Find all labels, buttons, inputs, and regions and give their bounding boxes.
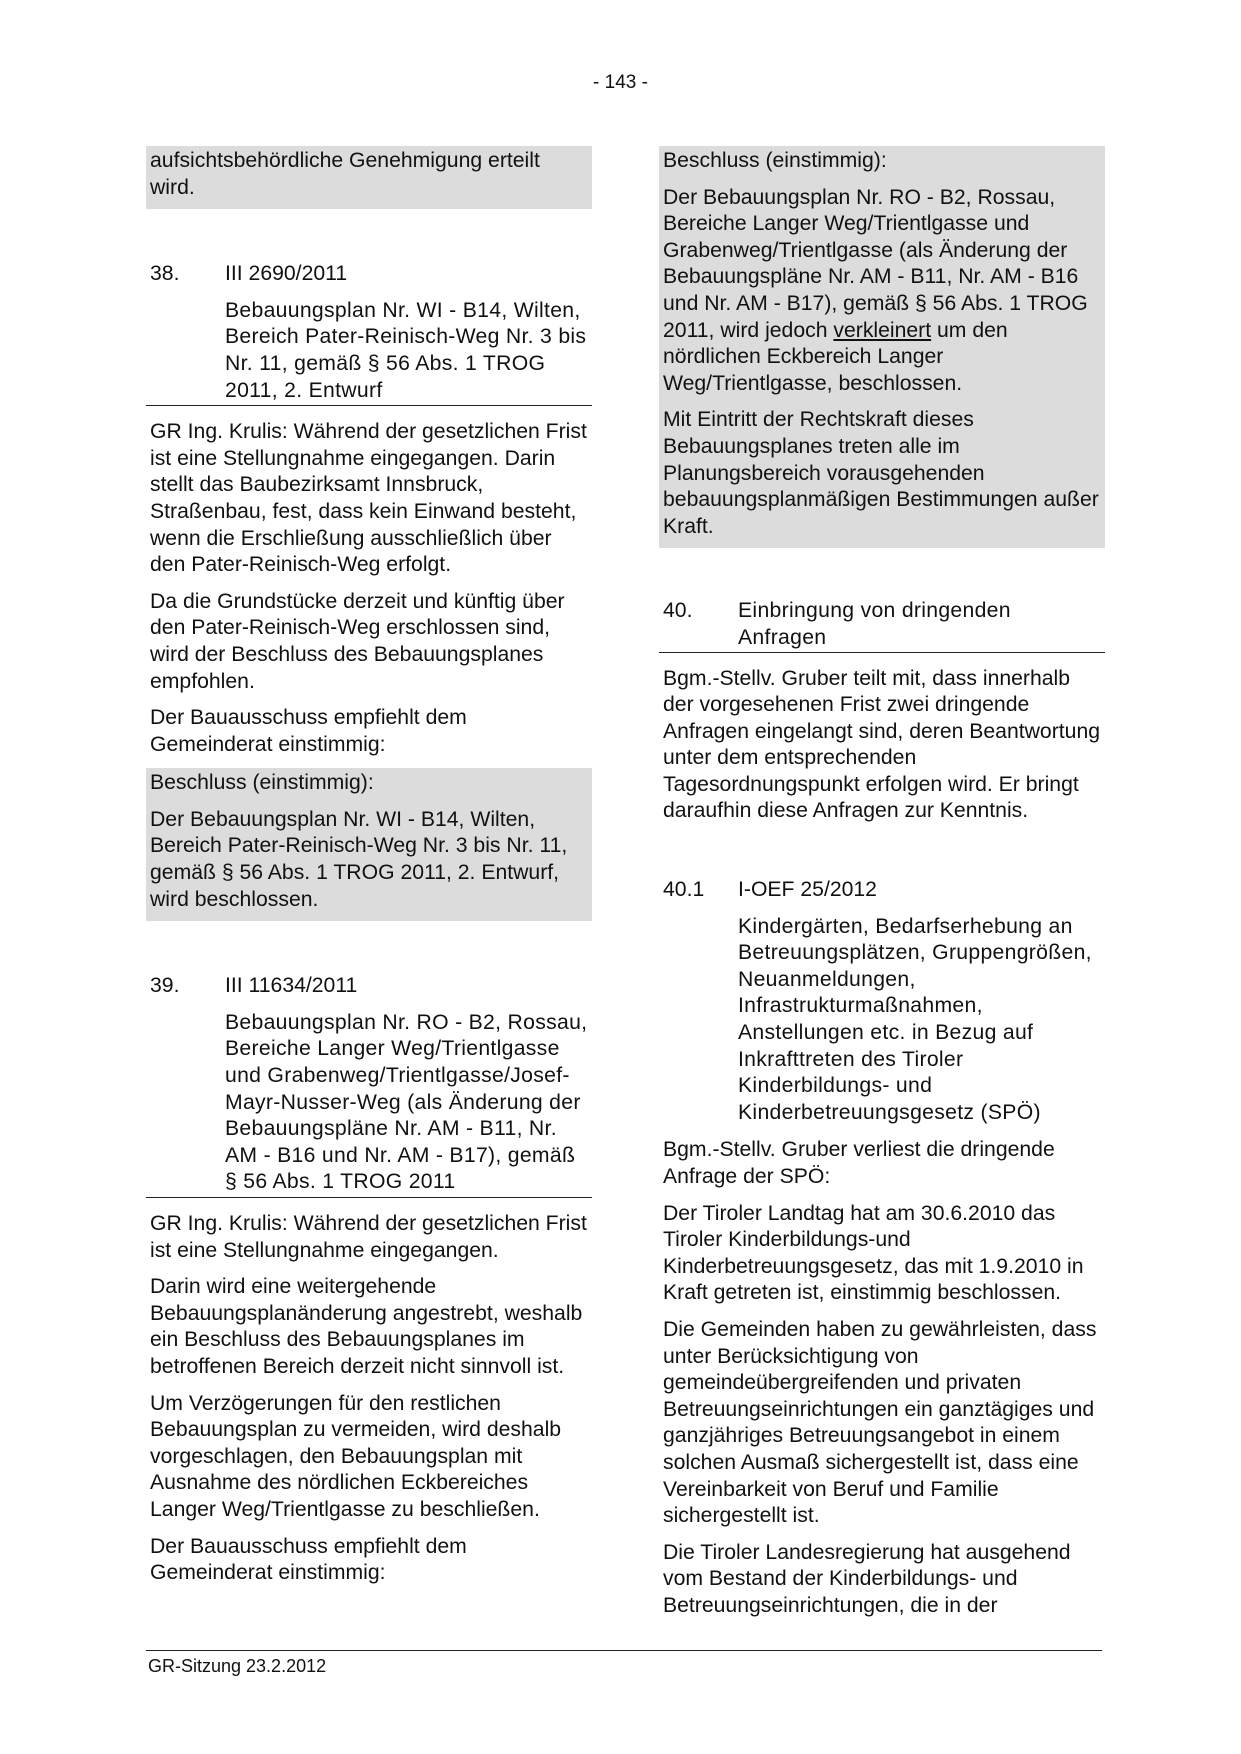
resolution-text	[659, 183, 1105, 406]
paragraph: Um Verzögerungen für den restlichen Bebauungsplan zu vermeiden, wird deshalb vorgeschlagen, den Bebauungsplan mit Ausnahme des nördlichen Eckbereiches Langer Weg/Trientlgasse zu beschließen.	[150, 1391, 562, 1521]
item-reference: III 11634/2011	[225, 974, 358, 998]
resolution-text-part: um den nördlichen Eckbereich Langer Weg/Trientlgasse, beschlossen.	[663, 318, 1008, 395]
item-number: 38.	[150, 262, 180, 286]
item-title: Bebauungsplan Nr. RO - B2, Rossau, Bereiche Langer Weg/Trientlgasse und Grabenweg/Trientlgasse/Josef-Mayr-Nusser-Weg (als Änderung der Bebauungspläne Nr. AM - B11, Nr. AM - B16 und Nr. AM - B17), gemäß § 56 Abs. 1 TROG 2011	[146, 1000, 592, 1198]
paragraph: GR Ing. Krulis: Während der gesetzlichen Frist ist eine Stellungnahme eingegangen.	[150, 1212, 587, 1262]
paragraph: Darin wird eine weitergehende Bebauungsplanänderung angestrebt, weshalb ein Beschluss des Bebauungsplanes im betroffenen Bereich derzeit nicht sinnvoll ist.	[150, 1275, 583, 1378]
right-column	[659, 146, 1105, 1630]
paragraph: Der Bauausschuss empfiehlt dem Gemeinderat einstimmig:	[150, 1534, 467, 1585]
item-reference: III 2690/2011	[225, 262, 348, 286]
item-title: Kindergärten, Bedarfserhebung an Betreuungsplätzen, Gruppengrößen, Neuanmeldungen, Infrastrukturmaßnahmen, Anstellungen etc. in Bezug auf Inkrafttreten des Tiroler Kinderbildungs- und Kinderbetreuungsgesetz (SPÖ)	[738, 914, 1092, 1124]
paragraph: Da die Grundstücke derzeit und künftig über den Pater-Reinisch-Weg erschlossen sind, wird der Beschluss des Bebauungsplanes empfohlen.	[150, 589, 565, 693]
footer-rule	[146, 1650, 1102, 1651]
underlined-word: verkleinert	[833, 318, 932, 342]
item-title: Einbringung von dringenden Anfragen	[738, 599, 1011, 649]
item-number: 40.1	[663, 878, 705, 902]
paragraph: Bgm.-Stellv. Gruber verliest die dringende Anfrage der SPÖ:	[663, 1138, 1055, 1188]
agenda-item-40	[659, 598, 1105, 825]
paragraph: Der Bauausschuss empfiehlt dem Gemeinderat einstimmig:	[150, 706, 467, 756]
resolution-box	[146, 768, 592, 921]
carry-over-resolution	[146, 146, 592, 209]
item-rule	[659, 652, 1105, 653]
agenda-item-38	[146, 261, 592, 921]
item-number: 40.	[663, 599, 693, 623]
resolution-label: Beschluss (einstimmig):	[663, 149, 887, 172]
resolution-label: Beschluss (einstimmig):	[150, 771, 374, 795]
carry-over-text: aufsichtsbehördliche Genehmigung erteilt wird.	[150, 149, 540, 199]
resolution-box	[659, 146, 1105, 548]
page-number: - 143 -	[593, 72, 648, 93]
footer-text: GR-Sitzung 23.2.2012	[148, 1656, 327, 1676]
resolution-text-part: Der Bebauungsplan Nr. RO - B2, Rossau, Bereiche Langer Weg/Trientlgasse und Grabenweg/Trientlgasse (als Änderung der Bebauungspläne Nr. AM - B11, Nr. AM - B16 und Nr. AM - B17), gemäß § 56 Abs. 1 TROG 2011, wird jedoch	[663, 185, 1088, 342]
paragraph: Die Tiroler Landesregierung hat ausgehend vom Bestand der Kinderbildungs- und Betreuungseinrichtungen, die in der	[663, 1540, 1071, 1617]
resolution-text: Mit Eintritt der Rechtskraft dieses Bebauungsplanes treten alle im Planungsbereich vorausgehenden bebauungsplanmäßigen Bestimmungen außer Kraft.	[663, 408, 1099, 538]
item-reference: I-OEF 25/2012	[738, 878, 877, 902]
agenda-item-39	[146, 973, 592, 1586]
item-number: 39.	[150, 974, 180, 998]
paragraph: Bgm.-Stellv. Gruber teilt mit, dass innerhalb der vorgesehenen Frist zwei dringende Anfragen eingelangt sind, deren Beantwortung unter dem entsprechenden Tagesordnungspunkt erfolgen wird. Er bringt daraufhin diese Anfragen zur Kenntnis.	[663, 666, 1101, 823]
agenda-item-40-1	[659, 877, 1105, 1619]
left-column	[146, 146, 592, 1597]
paragraph: GR Ing. Krulis: Während der gesetzlichen Frist ist eine Stellungnahme eingegangen. Darin stellt das Baubezirksamt Innsbruck, Straßenbau, fest, dass kein Einwand besteht, wenn die Erschließung ausschließlich über den Pater-Reinisch-Weg erfolgt.	[150, 420, 587, 577]
resolution-text: Der Bebauungsplan Nr. WI - B14, Wilten, Bereich Pater-Reinisch-Weg Nr. 3 bis Nr. 11, gemäß § 56 Abs. 1 TROG 2011, 2. Entwurf, wird beschlossen.	[150, 807, 568, 911]
paragraph: Die Gemeinden haben zu gewährleisten, dass unter Berücksichtigung von gemeindeübergreifenden und privaten Betreuungseinrichtungen ein ganztägiges und ganzjähriges Betreuungsangebot in einem solchen Ausmaß sichergestellt ist, dass eine Vereinbarkeit von Beruf und Familie sichergestellt ist.	[663, 1317, 1097, 1528]
paragraph: Der Tiroler Landtag hat am 30.6.2010 das Tiroler Kinderbildungs-und Kinderbetreuungsgesetz, das mit 1.9.2010 in Kraft getreten ist, einstimmig beschlossen.	[663, 1201, 1084, 1305]
item-title: Bebauungsplan Nr. WI - B14, Wilten, Bereich Pater-Reinisch-Weg Nr. 3 bis Nr. 11, gemäß § 56 Abs. 1 TROG 2011, 2. Entwurf	[146, 288, 592, 406]
